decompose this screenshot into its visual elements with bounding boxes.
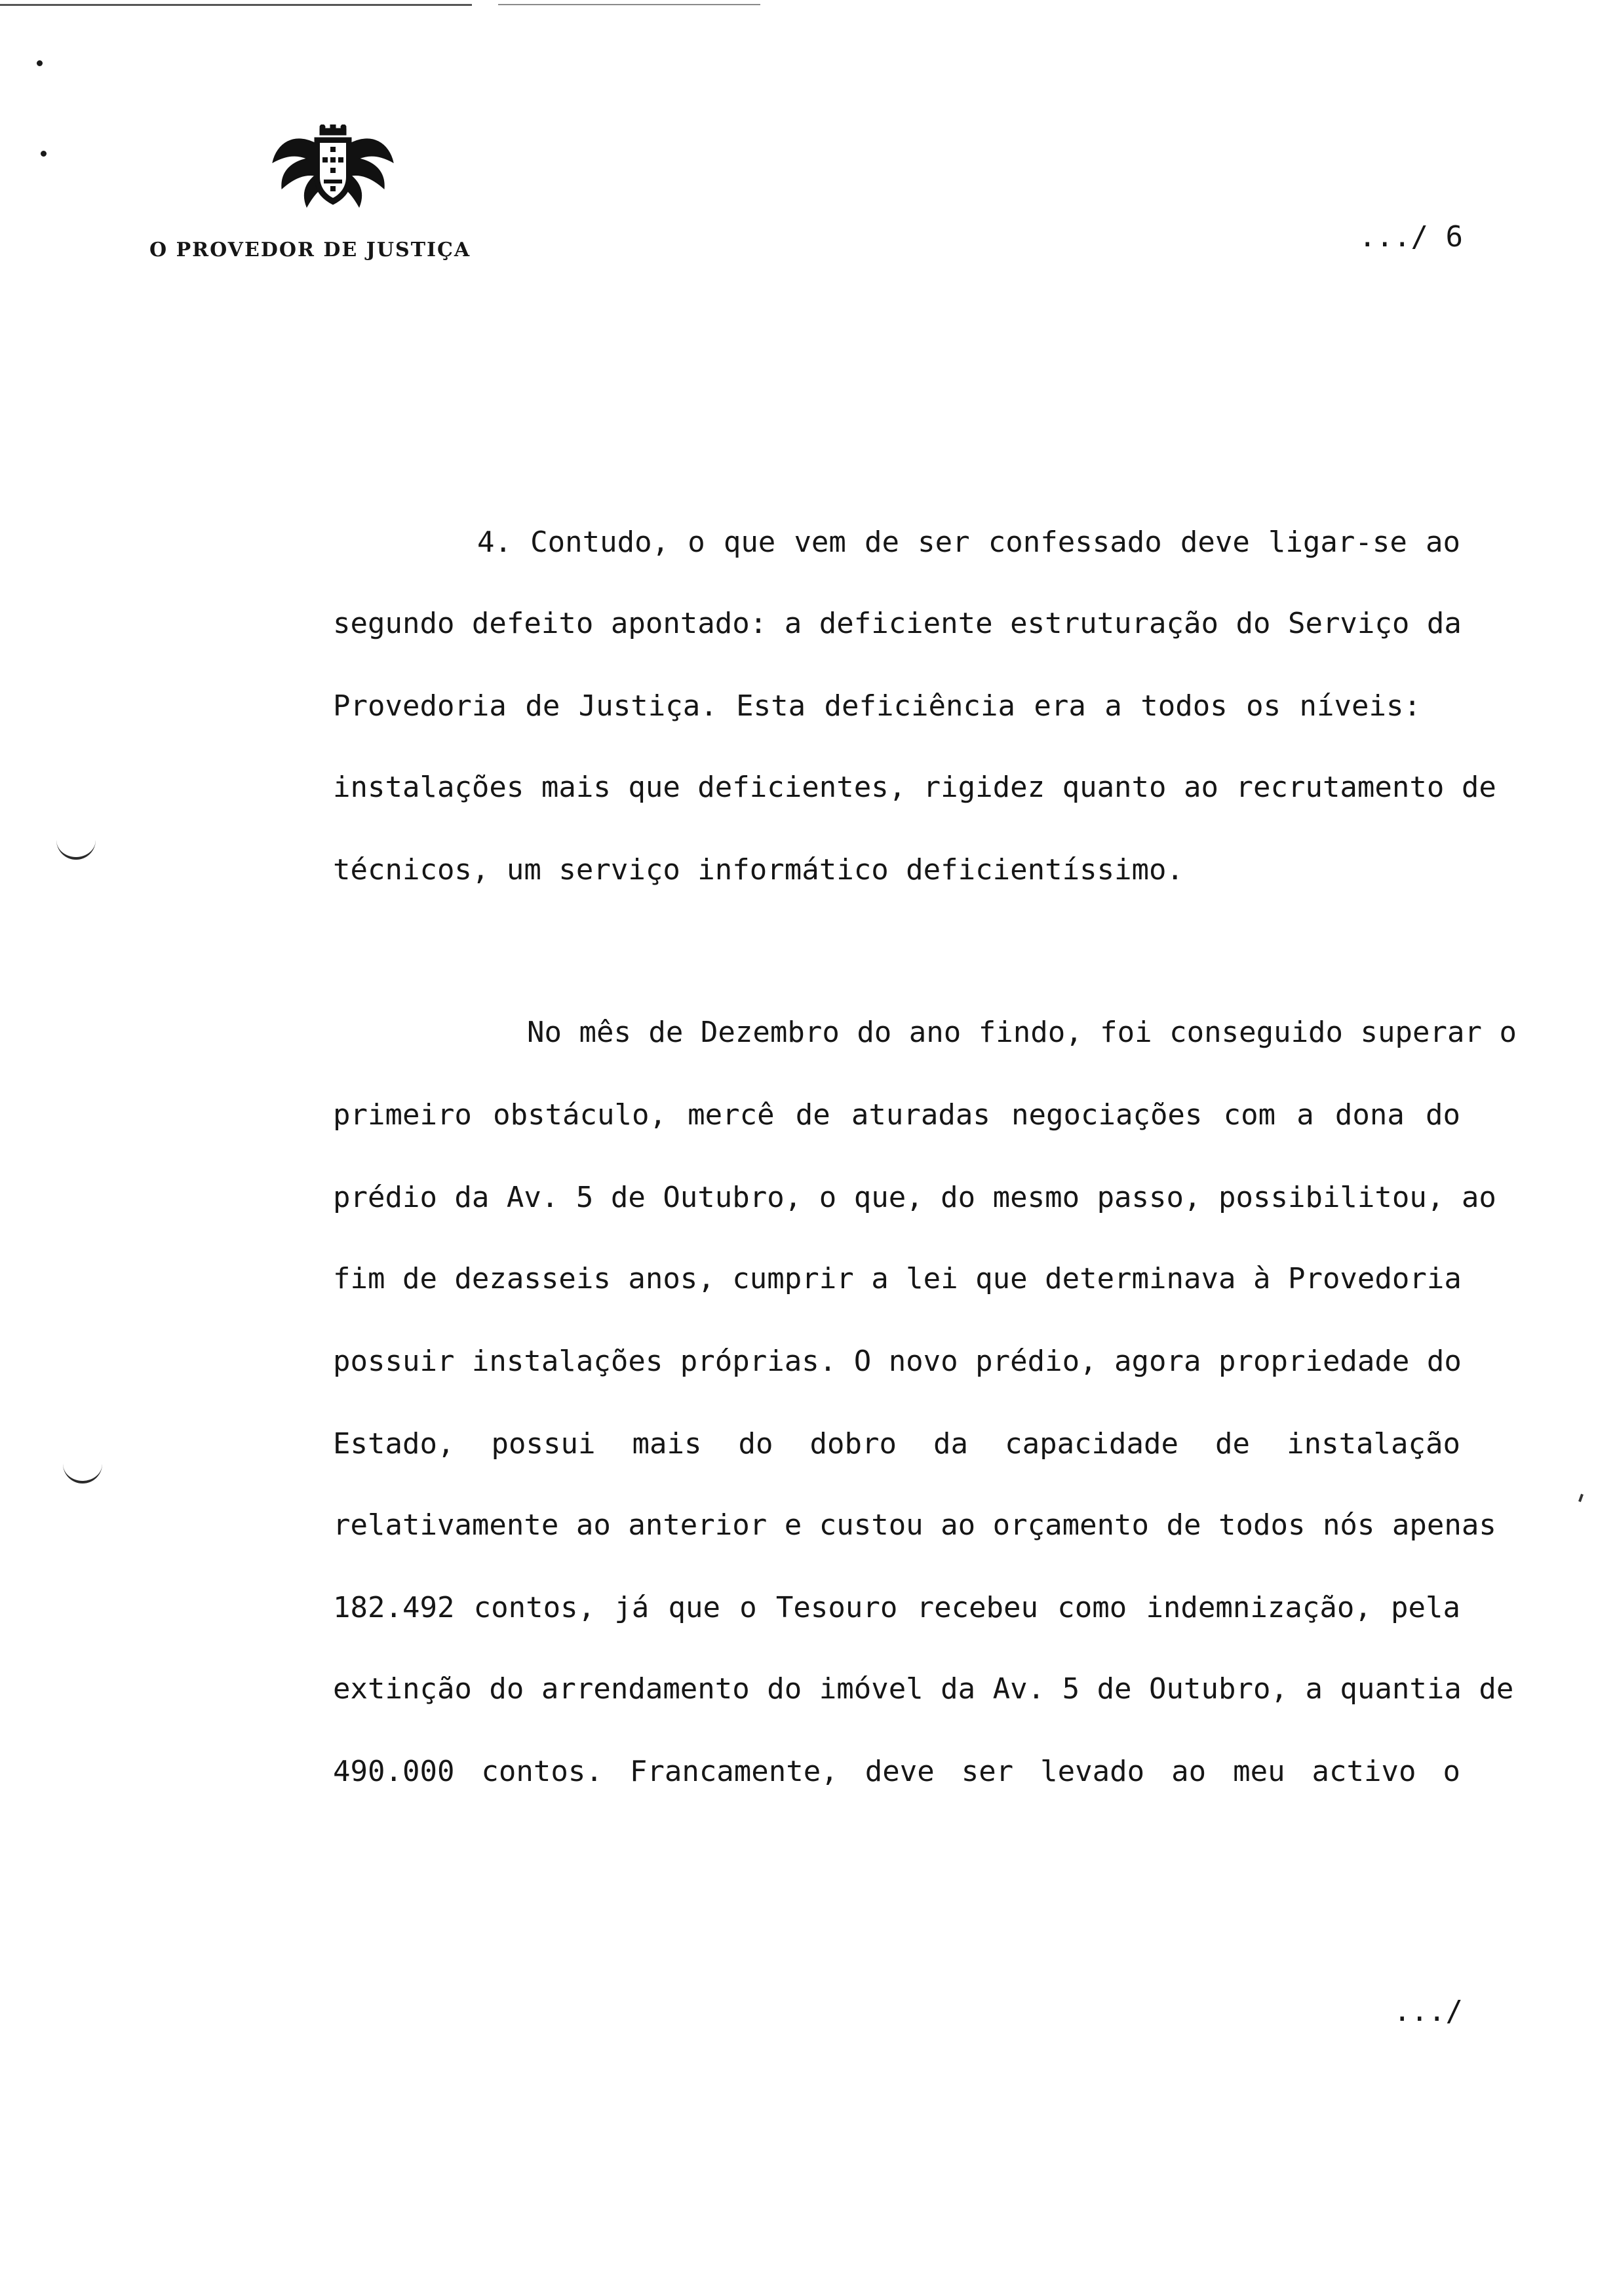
paragraph-2-line: relativamente ao anterior e custou ao orçamento de todos nós apenas <box>333 1508 1496 1542</box>
institution-header: O PROVEDOR DE JUSTIÇA <box>149 239 471 261</box>
paragraph-2-line: No mês de Dezembro do ano findo, foi conseguido superar o <box>527 1016 1517 1049</box>
page-number: .../ 6 <box>1359 220 1463 254</box>
paragraph-2-line: primeiro obstáculo, mercê de aturadas negociações com a dona do <box>333 1098 1460 1132</box>
paragraph-1-line: técnicos, um serviço informático deficientíssimo. <box>333 853 1184 887</box>
paragraph-2-line: 490.000 contos. Francamente, deve ser levado ao meu activo o <box>333 1755 1460 1788</box>
paragraph-1-line: 4. Contudo, o que vem de ser confessado deve ligar-se ao <box>477 526 1460 559</box>
scan-speck <box>1578 1494 1584 1502</box>
paragraph-1-line: instalações mais que deficientes, rigidez quanto ao recrutamento de <box>333 771 1496 804</box>
continuation-marker: .../ <box>1393 1995 1463 2028</box>
paragraph-1-line: segundo defeito apontado: a deficiente estruturação do Serviço da <box>333 607 1462 640</box>
paragraph-2-line: Estado, possui mais do dobro da capacidade de instalação <box>333 1427 1460 1461</box>
paragraph-2-line: possuir instalações próprias. O novo prédio, agora propriedade do <box>333 1345 1462 1378</box>
punch-hole-mark <box>63 1464 102 1483</box>
scan-edge-line <box>0 4 472 6</box>
paragraph-2-line: fim de dezasseis anos, cumprir a lei que determinava à Provedoria <box>333 1262 1462 1295</box>
paragraph-2-line: prédio da Av. 5 de Outubro, o que, do mesmo passo, possibilitou, ao <box>333 1181 1496 1214</box>
punch-dot <box>41 151 47 157</box>
scan-edge-line <box>498 4 760 5</box>
paragraph-1-line: Provedoria de Justiça. Esta deficiência era a todos os níveis: <box>333 689 1421 723</box>
punch-hole-mark <box>56 840 96 860</box>
punch-dot <box>37 60 43 66</box>
coat-of-arms-icon <box>267 124 399 216</box>
paragraph-2-line: extinção do arrendamento do imóvel da Av. 5 de Outubro, a quantia de <box>333 1672 1514 1706</box>
paragraph-2-line: 182.492 contos, já que o Tesouro recebeu como indemnização, pela <box>333 1591 1460 1624</box>
